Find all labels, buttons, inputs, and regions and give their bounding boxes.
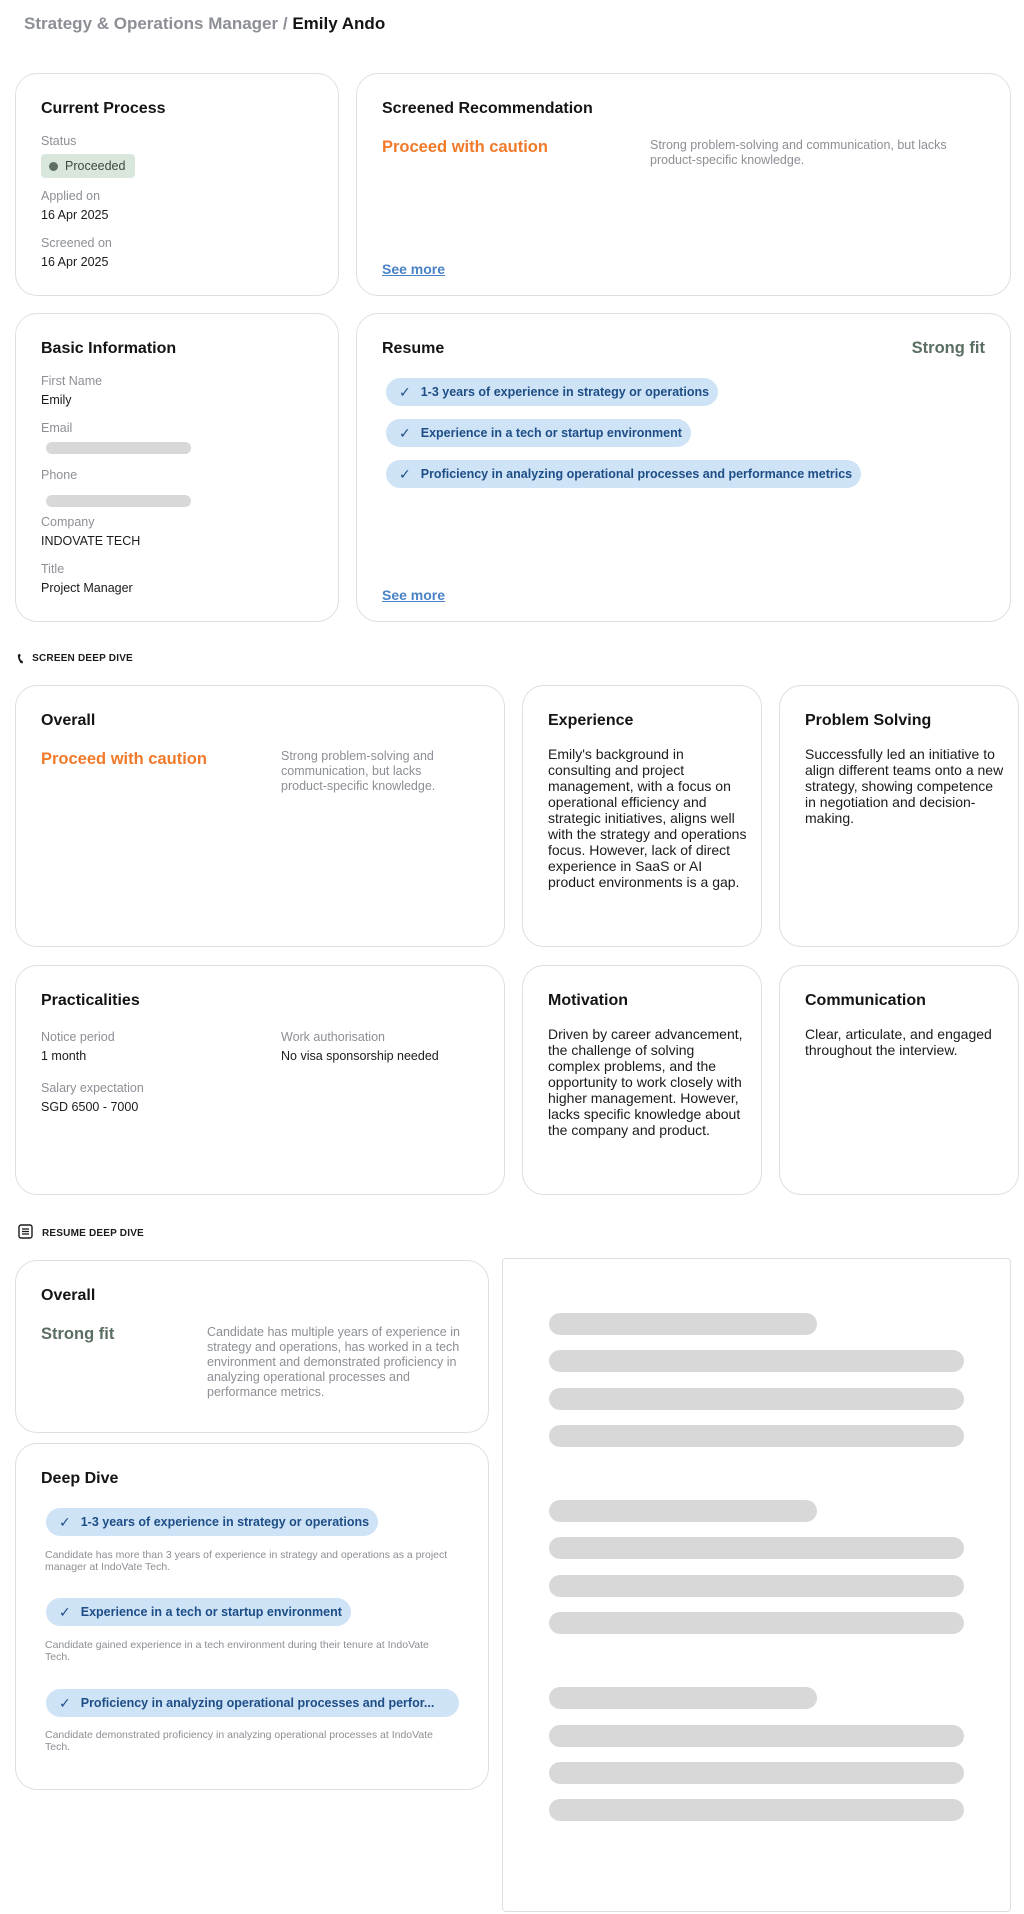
resume-skeleton-line <box>549 1350 964 1372</box>
communication-text: Clear, articulate, and engaged throughout the interview. <box>805 1026 992 1058</box>
resume-skeleton-line <box>549 1575 964 1597</box>
work-authorisation-label: Work authorisation <box>281 1030 385 1044</box>
deep-dive-criterion-note: Candidate has more than 3 years of experience in strategy and operations as a project manager at IndoVate Tech. <box>45 1549 448 1573</box>
communication-card <box>779 965 1019 1195</box>
check-icon: ✓ <box>399 383 411 400</box>
experience-title: Experience <box>548 712 634 729</box>
check-icon: ✓ <box>59 1513 71 1530</box>
salary-expectation-value: SGD 6500 - 7000 <box>41 1100 139 1114</box>
status-value: Proceeded <box>65 159 126 173</box>
resume-skeleton-line <box>549 1500 817 1522</box>
resume-skeleton-line <box>549 1687 817 1709</box>
communication-title: Communication <box>805 992 926 1009</box>
resume-fit: Strong fit <box>911 339 985 357</box>
resume-criterion-pill <box>386 460 861 488</box>
resume-criterion-pill <box>386 419 691 447</box>
resume-overall-title: Overall <box>41 1287 96 1304</box>
recommendation-summary: Strong problem-solving and communication, but lacks product-specific knowledge. <box>650 138 947 167</box>
resume-skeleton-line <box>549 1762 964 1784</box>
resume-skeleton-line <box>549 1425 964 1447</box>
resume-criterion-pill <box>386 378 718 406</box>
breadcrumb <box>24 14 385 34</box>
deep-dive-criterion-pill <box>46 1508 378 1536</box>
resume-see-more-link[interactable]: See more <box>382 587 446 603</box>
screen-deep-dive-heading <box>18 650 133 667</box>
first-name-label: First Name <box>41 374 103 388</box>
screened-on-value: 16 Apr 2025 <box>41 255 109 269</box>
email-label: Email <box>41 421 73 435</box>
resume-criterion-text: 1-3 years of experience in strategy or operations <box>420 385 710 399</box>
resume-criterion-text: Proficiency in analyzing operational processes and performance metrics <box>420 467 853 481</box>
resume-skeleton-line <box>549 1612 964 1634</box>
current-process-card <box>15 73 339 296</box>
problem-solving-card <box>779 685 1019 947</box>
recommendation-verdict: Proceed with caution <box>382 138 548 156</box>
resume-skeleton-line <box>549 1313 817 1335</box>
deep-dive-criterion-pill <box>46 1689 459 1717</box>
motivation-text: Driven by career advancement, the challenge of solving complex problems, and the opportunity to work closely with higher management. However, lacks specific knowledge about the company and product. <box>548 1026 743 1138</box>
experience-card <box>522 685 762 947</box>
screened-on-label: Screened on <box>41 236 112 250</box>
resume-skeleton-line <box>549 1388 964 1410</box>
experience-text: Emily's background in consulting and project management, with a focus on operational efficiency and strategic initiatives, aligns well with the strategy and operations focus. However, lack of direct experience in SaaS or AI product environments is a gap. <box>548 746 747 890</box>
screen-overall-summary: Strong problem-solving and communication, but lacks product-specific knowledge. <box>281 749 436 793</box>
motivation-title: Motivation <box>548 992 628 1009</box>
resume-criterion-text: Experience in a tech or startup environment <box>420 426 682 440</box>
screen-overall-verdict: Proceed with caution <box>41 750 207 768</box>
resume-skeleton-line <box>549 1537 964 1559</box>
check-icon: ✓ <box>59 1603 71 1620</box>
current-process-title: Current Process <box>41 100 166 117</box>
resume-title: Resume <box>382 340 445 357</box>
deep-dive-card <box>15 1443 489 1790</box>
deep-dive-title: Deep Dive <box>41 1470 119 1487</box>
check-icon: ✓ <box>59 1694 71 1711</box>
notice-period-label: Notice period <box>41 1030 115 1044</box>
deep-dive-criterion-text: 1-3 years of experience in strategy or operations <box>80 1515 370 1529</box>
problem-solving-title: Problem Solving <box>805 712 932 729</box>
check-icon: ✓ <box>399 465 411 482</box>
resume-deep-dive-label: RESUME DEEP DIVE <box>42 1227 144 1239</box>
work-authorisation-value: No visa sponsorship needed <box>281 1049 439 1063</box>
deep-dive-criterion-text: Experience in a tech or startup environment <box>80 1605 342 1619</box>
resume-overall-card <box>15 1260 489 1433</box>
applied-on-label: Applied on <box>41 189 101 203</box>
company-label: Company <box>41 515 95 529</box>
deep-dive-criterion-pill <box>46 1598 351 1626</box>
resume-card <box>356 313 1011 622</box>
problem-solving-text: Successfully led an initiative to align different teams onto a new strategy, showing competence in negotiation and decision-making. <box>805 746 1004 826</box>
status-badge <box>41 154 135 178</box>
status-label: Status <box>41 134 77 148</box>
basic-information-card <box>15 313 339 622</box>
check-icon: ✓ <box>399 424 411 441</box>
screen-deep-dive-label: SCREEN DEEP DIVE <box>32 653 133 664</box>
company-value: INDOVATE TECH <box>41 534 141 548</box>
resume-overall-verdict: Strong fit <box>41 1325 115 1343</box>
notice-period-value: 1 month <box>41 1049 87 1063</box>
resume-skeleton-line <box>549 1799 964 1821</box>
motivation-card <box>522 965 762 1195</box>
recommendation-see-more-link[interactable]: See more <box>382 261 446 277</box>
resume-deep-dive-heading <box>18 1224 144 1242</box>
phone-redacted <box>46 495 191 507</box>
basic-information-title: Basic Information <box>41 340 177 357</box>
first-name-value: Emily <box>41 393 72 407</box>
breadcrumb-separator: / <box>282 14 288 33</box>
applied-on-value: 16 Apr 2025 <box>41 208 109 222</box>
email-redacted <box>46 442 191 454</box>
phone-label: Phone <box>41 468 78 482</box>
breadcrumb-role[interactable]: Strategy & Operations Manager <box>24 14 279 33</box>
list-document-icon <box>18 1224 33 1242</box>
practicalities-card <box>15 965 505 1195</box>
deep-dive-criterion-note: Candidate demonstrated proficiency in analyzing operational processes at IndoVate Tech. <box>45 1729 433 1753</box>
screen-overall-card <box>15 685 505 947</box>
screen-overall-title: Overall <box>41 712 96 729</box>
status-dot-icon <box>49 162 58 171</box>
job-title-value: Project Manager <box>41 581 133 595</box>
job-title-label: Title <box>41 562 65 576</box>
phone-icon: 📞︎ <box>18 650 24 666</box>
resume-preview[interactable] <box>502 1258 1011 1912</box>
screened-recommendation-title: Screened Recommendation <box>382 100 593 117</box>
deep-dive-criterion-text: Proficiency in analyzing operational processes and perfor... <box>80 1696 435 1710</box>
screened-recommendation-card <box>356 73 1011 296</box>
deep-dive-criterion-note: Candidate gained experience in a tech environment during their tenure at IndoVate Tech. <box>45 1639 429 1663</box>
resume-overall-summary: Candidate has multiple years of experience in strategy and operations, has worked in a tech environment and demonstrated proficiency in analyzing operational processes and performance metrics. <box>207 1325 460 1399</box>
resume-skeleton-line <box>549 1725 964 1747</box>
breadcrumb-candidate: Emily Ando <box>292 14 386 33</box>
salary-expectation-label: Salary expectation <box>41 1081 144 1095</box>
practicalities-title: Practicalities <box>41 992 140 1009</box>
